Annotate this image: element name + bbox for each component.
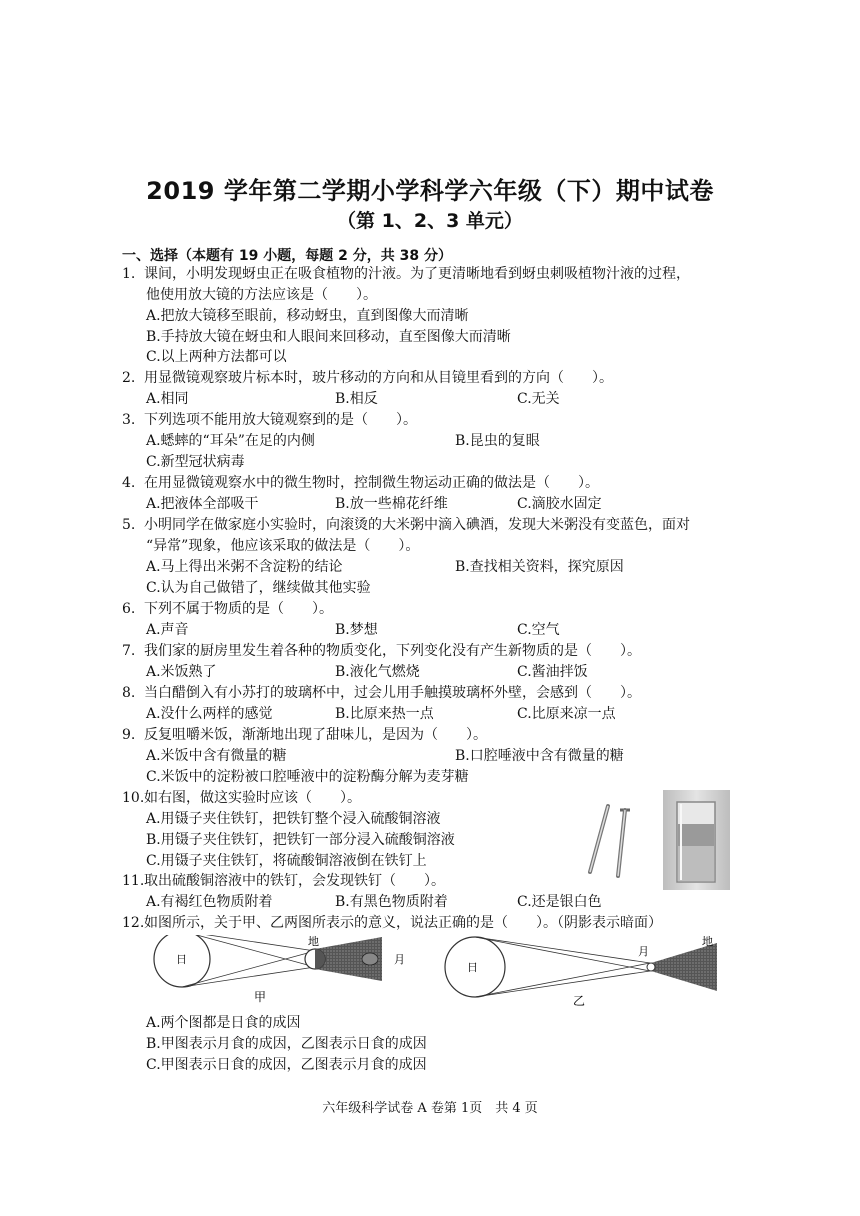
question-stem-cont: “异常”现象，他应该采取的做法是（ ）。 (146, 538, 420, 554)
option-b: B.相反 (335, 391, 378, 407)
nail-icon (590, 806, 608, 872)
option-c: C.比原来凉一点 (517, 706, 616, 722)
moon-icon (647, 963, 655, 971)
option-b: B.有黑色物质附着 (335, 894, 448, 910)
question-stem: 我们家的厨房里发生着各种的物质变化，下列变化没有产生新物质的是（ ）。 (144, 643, 641, 659)
option-b: B.用镊子夹住铁钉，把铁钉一部分浸入硫酸铜溶液 (146, 832, 455, 848)
option-a: A.没什么两样的感觉 (146, 706, 273, 722)
question-number: 6. (122, 601, 136, 617)
option-b: B.液化气燃烧 (335, 664, 420, 680)
question-number: 1. (122, 266, 136, 282)
option-a: A.米饭中含有微量的糖 (146, 748, 287, 764)
option-c: C.空气 (517, 622, 560, 638)
question-number: 10. (122, 790, 145, 806)
nail-icon (618, 810, 630, 876)
moon-label: 月 (638, 945, 649, 958)
page-footer: 六年级科学试卷 A 卷第 1页 共 4 页 (322, 1101, 538, 1116)
earth-label: 地 (308, 935, 319, 948)
question-stem: 反复咀嚼米饭，渐渐地出现了甜味儿，是因为（ ）。 (144, 727, 487, 743)
option-c: C.用镊子夹住铁钉，将硫酸铜溶液倒在铁钉上 (146, 853, 427, 869)
option-c: C.无关 (517, 391, 560, 407)
option-a: A.把液体全部吸干 (146, 496, 259, 512)
question-number: 4. (122, 475, 136, 491)
question-4 (122, 473, 599, 493)
question-number: 5. (122, 517, 136, 533)
sun-label: 日 (176, 953, 187, 966)
question-number: 12. (122, 915, 145, 931)
eclipse-diagram-yi (437, 935, 727, 1010)
question-12 (122, 913, 662, 933)
eclipse-diagram-jia (150, 935, 420, 1005)
question-7 (122, 641, 641, 661)
option-b: B.放一些棉花纤维 (335, 496, 448, 512)
copper-sulfate-beaker-photo (663, 790, 730, 890)
option-c: C.米饭中的淀粉被口腔唾液中的淀粉酶分解为麦芽糖 (146, 769, 469, 785)
question-stem: 小明同学在做家庭小实验时，向滚烫的大米粥中滴入碘酒，发现大米粥没有变蓝色，面对 (144, 517, 690, 533)
question-2 (122, 368, 613, 388)
question-10 (122, 788, 361, 808)
option-a: A.用镊子夹住铁钉，把铁钉整个浸入硫酸铜溶液 (146, 811, 441, 827)
option-c: C.认为自己做错了，继续做其他实验 (146, 580, 371, 596)
question-number: 9. (122, 727, 136, 743)
moon-icon (362, 953, 378, 965)
question-stem: 如图所示，关于甲、乙两图所表示的意义，说法正确的是（ ）。（阴影表示暗面） (144, 915, 662, 931)
option-a: A.有褐红色物质附着 (146, 894, 273, 910)
page-subtitle: （第 1、2、3 单元） (337, 210, 523, 232)
option-a: A.两个图都是日食的成因 (146, 1015, 301, 1031)
option-b: B.甲图表示月食的成因，乙图表示日食的成因 (146, 1036, 427, 1052)
option-c: C.酱油拌饭 (517, 664, 588, 680)
question-stem: 当白醋倒入有小苏打的玻璃杯中，过会儿用手触摸玻璃杯外壁，会感到（ ）。 (144, 685, 641, 701)
diagram-label-jia: 甲 (254, 990, 267, 1004)
question-number: 8. (122, 685, 136, 701)
option-a: A.米饭熟了 (146, 664, 217, 680)
question-number: 7. (122, 643, 136, 659)
question-stem: 下列选项不能用放大镜观察到的是（ ）。 (144, 412, 417, 428)
question-3 (122, 410, 417, 430)
question-stem: 用显微镜观察玻片标本时，玻片移动的方向和从目镜里看到的方向（ ）。 (144, 370, 613, 386)
option-a: A.蟋蟀的“耳朵”在足的内侧 (146, 433, 315, 449)
question-8 (122, 683, 641, 703)
question-stem: 在用显微镜观察水中的微生物时，控制微生物运动正确的做法是（ ）。 (144, 475, 599, 491)
option-a: A.把放大镜移至眼前，移动蚜虫，直到图像大而清晰 (146, 308, 469, 324)
option-b: B.比原来热一点 (335, 706, 434, 722)
option-a: A.马上得出米粥不含淀粉的结论 (146, 559, 343, 575)
earth-label: 地 (702, 935, 713, 948)
sun-label: 日 (467, 961, 478, 974)
question-stem: 如右图，做这实验时应该（ ）。 (144, 790, 361, 806)
option-b: B.昆虫的复眼 (455, 433, 540, 449)
option-b: B.口腔唾液中含有微量的糖 (455, 748, 624, 764)
question-6 (122, 599, 333, 619)
option-c: C.甲图表示日食的成因，乙图表示月食的成因 (146, 1057, 427, 1073)
page-title: 2019 学年第二学期小学科学六年级（下）期中试卷 (146, 177, 714, 205)
question-9 (122, 725, 487, 745)
option-b: B.梦想 (335, 622, 378, 638)
question-11 (122, 871, 445, 891)
option-a: A.相同 (146, 391, 189, 407)
question-stem: 下列不属于物质的是（ ）。 (144, 601, 333, 617)
diagram-label-yi: 乙 (573, 994, 586, 1008)
question-stem: 取出硫酸铜溶液中的铁钉，会发现铁钉（ ）。 (144, 873, 445, 889)
section-heading: 一、选择（本题有 19 小题，每题 2 分，共 38 分） (122, 248, 452, 264)
question-number: 3. (122, 412, 136, 428)
question-number: 2. (122, 370, 136, 386)
question-stem-cont: 他使用放大镜的方法应该是（ ）。 (146, 287, 377, 303)
option-c: C.滴胶水固定 (517, 496, 602, 512)
option-a: A.声音 (146, 622, 189, 638)
option-c: C.新型冠状病毒 (146, 454, 245, 470)
question-1 (122, 264, 690, 284)
question-stem: 课间，小明发现蚜虫正在吸食植物的汁液。为了更清晰地看到蚜虫刺吸植物汁液的过程， (144, 266, 690, 282)
question-5 (122, 515, 690, 535)
iron-nails-figure (580, 800, 640, 880)
option-c: C.以上两种方法都可以 (146, 349, 287, 365)
option-b: B.手持放大镜在蚜虫和人眼间来回移动，直至图像大而清晰 (146, 329, 511, 345)
option-b: B.查找相关资料，探究原因 (455, 559, 624, 575)
moon-label: 月 (394, 953, 405, 966)
option-c: C.还是银白色 (517, 894, 602, 910)
question-number: 11. (122, 873, 145, 889)
